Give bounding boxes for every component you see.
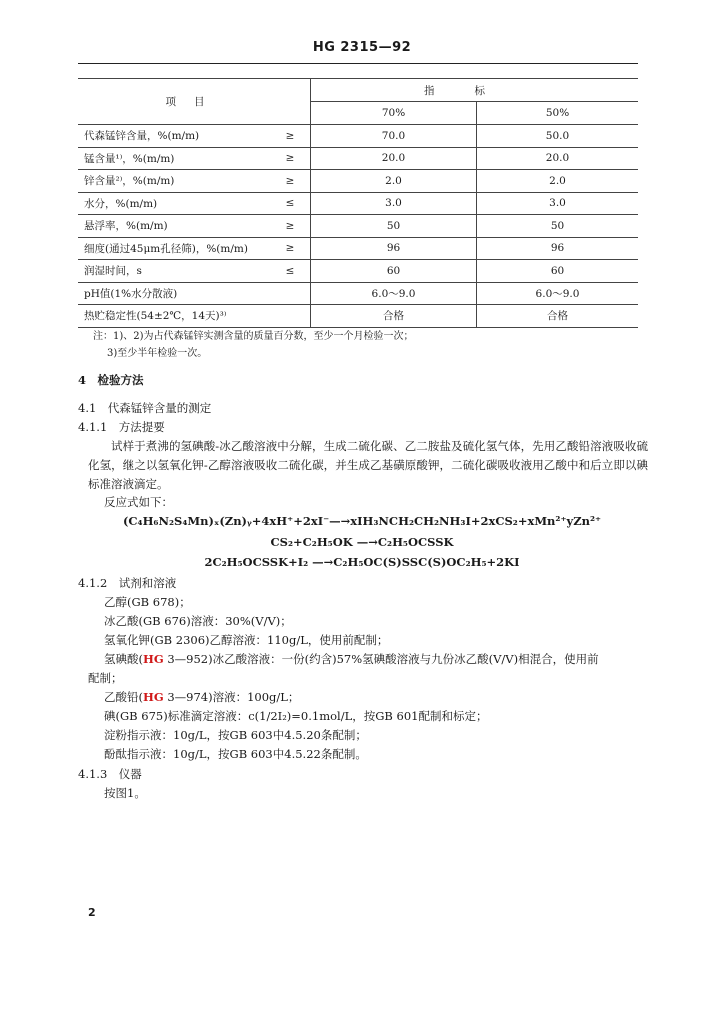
row-item: 代森锰锌含量，%(m/m) [78,125,270,148]
section-4-1-1-heading: 4.1.1 方法提要 [78,420,165,434]
row-item: 热贮稳定性(54±2℃，14天)³⁾ [78,305,270,328]
note-2: 3)至少半年检验一次。 [107,348,208,359]
section-4-1-heading: 4.1 代森锰锌含量的测定 [78,401,212,415]
table-row [78,215,638,238]
row-symbol [270,305,311,328]
equation-2: CS₂+C₂H₅OK —→C₂H₅OCSSK [270,535,454,549]
section-4-1-2-heading: 4.1.2 试剂和溶液 [78,576,177,590]
table-row [78,147,638,170]
header-rule [78,63,638,64]
table-row [78,192,638,215]
row-symbol: ≥ [270,170,311,193]
row-item: pH值(1%水分散液) [78,282,270,305]
standard-code-header: HG 2315—92 [312,40,412,55]
pb-rest: 3—974)溶液：100g/L； [163,690,300,704]
row-value-50: 6.0～9.0 [477,282,639,305]
row-symbol: ≥ [270,125,311,148]
hi-prefix: 氢碘酸( [104,652,143,666]
reagent-ethanol: 乙醇(GB 678)； [104,595,191,609]
row-value-70: 96 [311,237,477,260]
row-value-70: 3.0 [311,192,477,215]
row-value-70: 20.0 [311,147,477,170]
row-value-50: 50 [477,215,639,238]
reaction-intro: 反应式如下： [104,495,173,509]
row-item: 水分，%(m/m) [78,192,270,215]
col-50-header: 50% [477,102,639,125]
row-symbol: ≥ [270,147,311,170]
note-1: 注：1)、2)为占代森锰锌实测含量的质量百分数，至少一个月检验一次； [93,331,414,342]
section-4-1-3-heading: 4.1.3 仪器 [78,767,142,781]
row-value-50: 20.0 [477,147,639,170]
equation-3: 2C₂H₅OCSSK+I₂ —→C₂H₅OC(S)SSC(S)OC₂H₅+2KI [204,555,520,569]
head-index: 指标 [311,79,639,102]
table-row [78,260,638,283]
row-item: 悬浮率，%(m/m) [78,215,270,238]
row-value-70: 合格 [311,305,477,328]
row-symbol: ≤ [270,192,311,215]
row-symbol [270,282,311,305]
col-70-header: 70% [311,102,477,125]
reagent-acetic-acid: 冰乙酸(GB 676)溶液：30%(V/V)； [104,614,292,628]
row-value-70: 70.0 [311,125,477,148]
row-symbol: ≥ [270,237,311,260]
head-item: 项目 [78,79,311,125]
row-value-70: 6.0～9.0 [311,282,477,305]
method-summary-paragraph: 试样于煮沸的氢碘酸-冰乙酸溶液中分解，生成二硫化碳、乙二胺盐及硫化氢气体，先用乙酸铅溶液吸收硫化氢，继之以氢氧化钾-乙醇溶液吸收二硫化碳，并生成乙基磺原酸钾，二硫化碳吸收液用乙酸中和后立即以碘标准溶液滴定。 [88,439,648,491]
reagent-phenolphthalein: 酚酞指示液：10g/L，按GB 603中4.5.22条配制。 [104,747,367,761]
reagent-lead-acetate [104,689,299,705]
row-item: 锌含量²⁾，%(m/m) [78,170,270,193]
table-row [78,170,638,193]
figure-reference: 按图1。 [104,786,146,800]
hg-highlight: HG [143,690,164,704]
row-value-70: 2.0 [311,170,477,193]
row-item: 锰含量¹⁾，%(m/m) [78,147,270,170]
reagent-hydriodic-acid-cont: 配制； [88,671,123,685]
table-row [78,125,638,148]
row-item: 细度(通过45μm孔径筛)，%(m/m) [78,237,270,260]
table-row [78,237,638,260]
row-symbol: ≤ [270,260,311,283]
row-value-50: 50.0 [477,125,639,148]
reagent-starch-indicator: 淀粉指示液：10g/L，按GB 603中4.5.20条配制； [104,728,367,742]
row-item: 润湿时间，s [78,260,270,283]
row-value-50: 3.0 [477,192,639,215]
row-symbol: ≥ [270,215,311,238]
table-row [78,282,638,305]
table-notes [93,328,414,362]
specification-table [78,78,638,328]
page-number: 2 [88,906,96,919]
row-value-50: 60 [477,260,639,283]
row-value-50: 2.0 [477,170,639,193]
reagent-hydriodic-acid [104,651,648,667]
hg-highlight: HG [143,652,164,666]
hi-rest: 3—952)冰乙酸溶液：一份(约含)57%氢碘酸溶液与九份冰乙酸(V/V)相混合，使用前 [163,652,599,666]
pb-prefix: 乙酸铅( [104,690,143,704]
row-value-50: 96 [477,237,639,260]
row-value-70: 60 [311,260,477,283]
reagent-iodine-standard: 碘(GB 675)标准滴定溶液：c(1/2I₂)=0.1mol/L，按GB 601配制和标定； [104,709,488,723]
equation-1: (C₄H₆N₂S₄Mn)ₓ(Zn)ᵧ+4xH⁺+2xI⁻—→xIH₃NCH₂CH₂NH₃I+2xCS₂+xMn²⁺yZn²⁺ [122,514,602,528]
row-value-70: 50 [311,215,477,238]
reagent-koh-ethanol: 氢氧化钾(GB 2306)乙醇溶液：110g/L，使用前配制； [104,633,389,647]
table-row [78,305,638,328]
section-4-heading: 4 检验方法 [78,373,144,387]
row-value-50: 合格 [477,305,639,328]
